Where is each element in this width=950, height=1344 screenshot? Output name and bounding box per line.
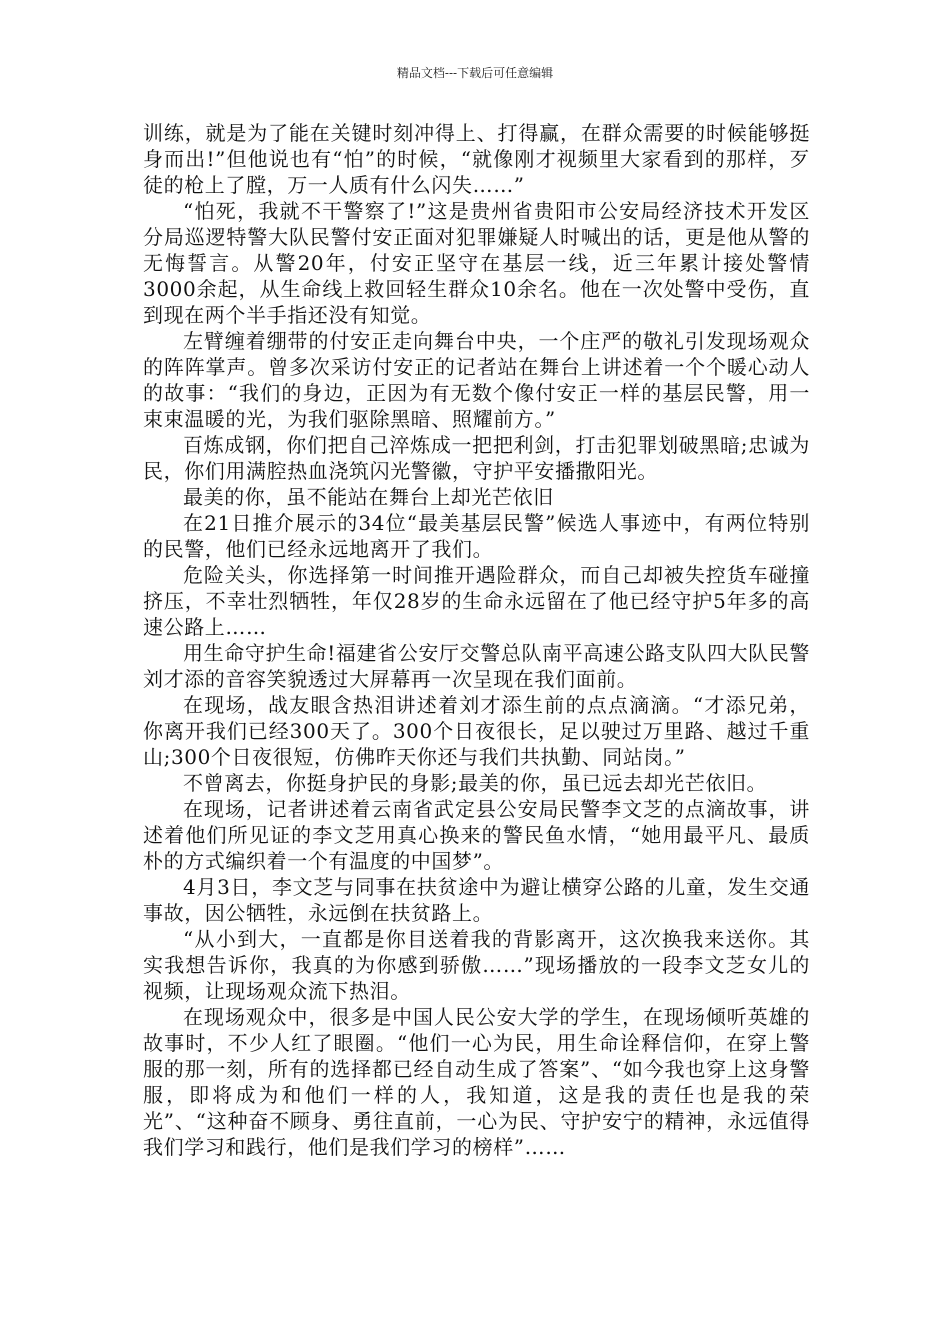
paragraph: 在现场，记者讲述着云南省武定县公安局民警李文芝的点滴故事，讲述着他们所见证的李文芝用真心换来的警民鱼水情，“她用最平凡、最质朴的方式编织着一个有温度的中国梦”。 [143,797,810,873]
paragraph: 在现场，战友眼含热泪讲述着刘才添生前的点点滴滴。“才添兄弟，你离开我们已经300天了。300个日夜很长，足以驶过万里路、越过千重山;300个日夜很短，仿佛昨天你还与我们共执勤、同站岗。” [143,693,810,769]
paragraph: “怕死，我就不干警察了!”这是贵州省贵阳市公安局经济技术开发区分局巡逻特警大队民警付安正面对犯罪嫌疑人时喊出的话，更是他从警的无悔誓言。从警20年，付安正坚守在基层一线，近三年累计接处警情3000余起，从生命线上救回轻生群众10余名。他在一次处警中受伤，直到现在两个半手指还没有知觉。 [143,199,810,327]
paragraph: “从小到大，一直都是你目送着我的背影离开，这次换我来送你。其实我想告诉你，我真的为你感到骄傲……”现场播放的一段李文芝女儿的视频，让现场观众流下热泪。 [143,927,810,1003]
paragraph: 左臂缠着绷带的付安正走向舞台中央，一个庄严的敬礼引发现场观众的阵阵掌声。曾多次采访付安正的记者站在舞台上讲述着一个个暖心动人的故事：“我们的身边，正因为有无数个像付安正一样的基层民警，用一束束温暖的光，为我们驱除黑暗、照耀前方。” [143,329,810,431]
paragraph: 百炼成钢，你们把自己淬炼成一把把利剑，打击犯罪划破黑暗;忠诚为民，你们用满腔热血浇筑闪光警徽，守护平安播撒阳光。 [143,433,810,483]
paragraph: 4月3日，李文芝与同事在扶贫途中为避让横穿公路的儿童，发生交通事故，因公牺牲，永远倒在扶贫路上。 [143,875,810,925]
paragraph: 不曾离去，你挺身护民的身影;最美的你，虽已远去却光芒依旧。 [183,771,768,795]
paragraph: 用生命守护生命!福建省公安厅交警总队南平高速公路支队四大队民警刘才添的音容笑貌透过大屏幕再一次呈现在我们面前。 [143,641,810,691]
paragraph: 危险关头，你选择第一时间推开遇险群众，而自己却被失控货车碰撞挤压，不幸壮烈牺牲，年仅28岁的生命永远留在了他已经守护5年多的高速公路上…… [143,563,810,639]
paragraph: 训练，就是为了能在关键时刻冲得上、打得赢，在群众需要的时候能够挺身而出!”但他说也有“怕”的时候，“就像刚才视频里大家看到的那样，歹徒的枪上了膛，万一人质有什么闪失……” [143,121,810,197]
paragraph: 在21日推介展示的34位“最美基层民警”候选人事迹中，有两位特别的民警，他们已经永远地离开了我们。 [143,511,810,561]
page-header: 精品文档---下载后可任意编辑 [396,66,554,80]
document-body [143,120,810,1160]
paragraph: 在现场观众中，很多是中国人民公安大学的学生，在现场倾听英雄的故事时，不少人红了眼圈。“他们一心为民，用生命诠释信仰，在穿上警服的那一刻，所有的选择都已经自动生成了答案”、“如今我也穿上这身警服，即将成为和他们一样的人，我知道，这是我的责任也是我的荣光”、“这种奋不顾身、勇往直前，一心为民、守护安宁的精神，永远值得我们学习和践行，他们是我们学习的榜样”…… [143,1005,810,1159]
section-heading: 最美的你，虽不能站在舞台上却光芒依旧 [183,485,554,509]
